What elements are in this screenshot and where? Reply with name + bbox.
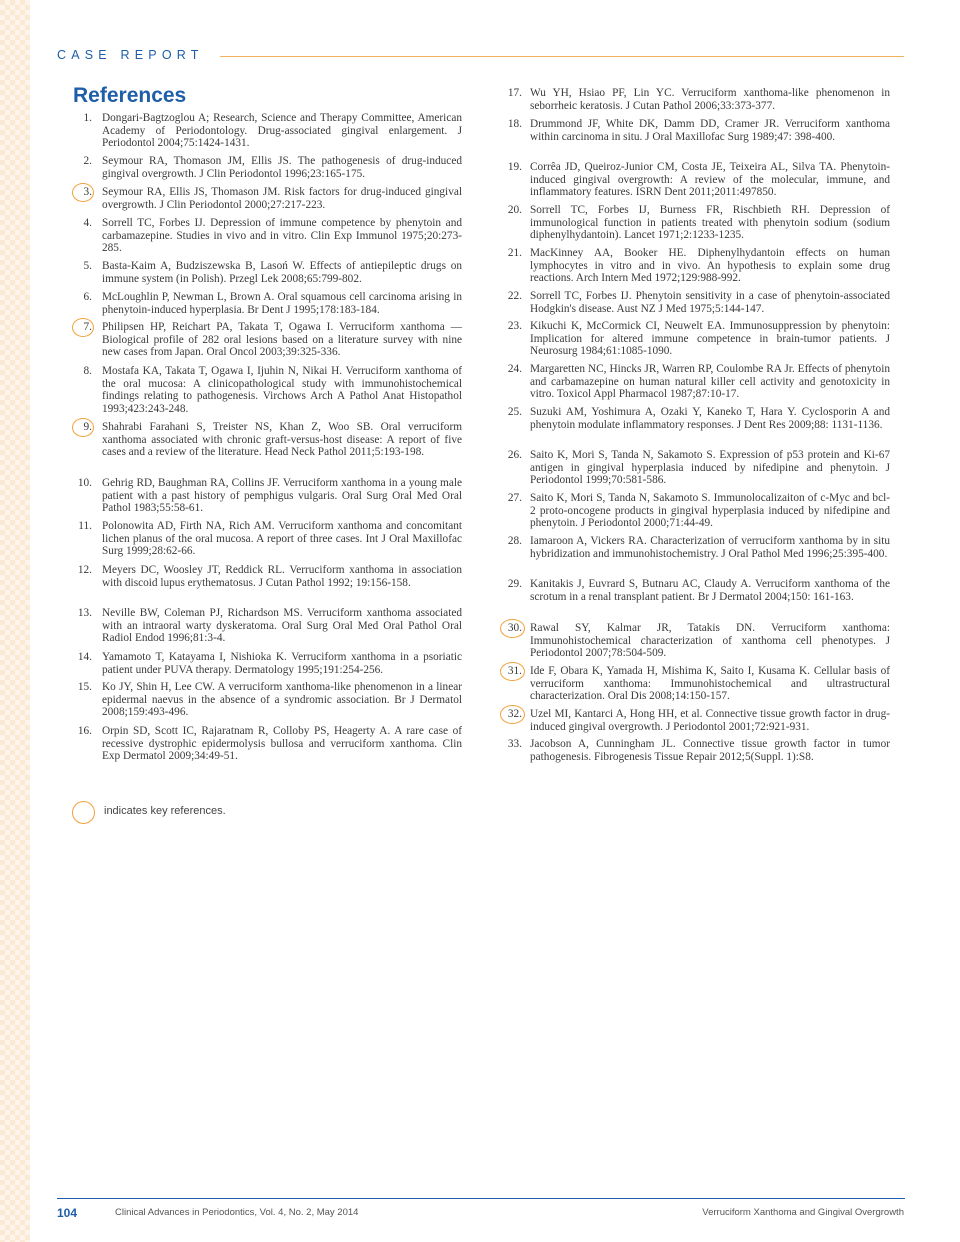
reference-item [500,87,890,112]
key-reference-circle-icon [72,418,94,437]
reference-item [500,363,890,401]
reference-text: Rawal SY, Kalmar JR, Tatakis DN. Verruciform xanthoma: Immunohistochemical characterization of xanthoma cell phenotypes. J Periodontol 2007;78:504-509. [530,622,890,660]
reference-number: 21. [507,247,522,259]
reference-number: 25. [507,406,522,418]
reference-text: Gehrig RD, Baughman RA, Collins JF. Verruciform xanthoma in a young male patient with a past history of pemphigus vulgaris. Oral Surg Oral Med Oral Pathol 1983;55:58-61. [102,477,462,515]
reference-text: Suzuki AM, Yoshimura A, Ozaki Y, Kaneko T, Hara Y. Cyclosporin A and phenytoin modulate inflammatory responses. J Dent Res 2009;88: 1131-1136. [530,406,890,431]
reference-number: 8. [83,365,92,377]
references-heading: References [73,84,187,107]
reference-item [70,421,462,459]
reference-item [500,738,890,763]
reference-item [70,186,462,211]
section-label: CASE REPORT [57,48,204,62]
key-reference-circle-icon [500,662,525,681]
reference-item [500,665,890,703]
reference-text: Saito K, Mori S, Tanda N, Sakamoto S. Expression of p53 protein and Ki-67 antigen in gingival hyperplasia induced by nifedipine and phenytoin. J Periodontol 1999;70:581-586. [530,449,890,487]
reference-item [500,320,890,358]
reference-number: 3. [83,186,92,198]
footer-divider [57,1198,905,1199]
reference-number: 18. [507,118,522,130]
reference-text: Shahrabi Farahani S, Treister NS, Khan Z, Woo SB. Oral verruciform xanthoma associated with chronic graft-versus-host disease: A report of five cases and a review of the literature. Head Neck Pathol 2011;5:193-198. [102,421,462,459]
reference-item [500,406,890,431]
reference-item [70,725,462,763]
reference-number: 14. [77,651,92,663]
reference-item [70,681,462,719]
reference-number: 20. [507,204,522,216]
reference-number: 10. [77,477,92,489]
reference-text: Seymour RA, Thomason JM, Ellis JS. The pathogenesis of drug-induced gingival overgrowth. J Clin Periodontol 1996;23:165-175. [102,155,462,180]
reference-item [500,492,890,530]
reference-number: 30. [507,622,522,634]
reference-text: Polonowita AD, Firth NA, Rich AM. Verruciform xanthoma and concomitant lichen planus of the oral mucosa. A report of three cases. Int J Oral Maxillofac Surg 1999;28:62-66. [102,520,462,558]
reference-text: Philipsen HP, Reichart PA, Takata T, Ogawa I. Verruciform xanthoma — Biological profile of 282 oral lesions based on a literature survey with nine new cases from Japan. Oral Oncol 2003;39:325-336. [102,321,462,359]
reference-number: 13. [77,607,92,619]
reference-text: Seymour RA, Ellis JS, Thomason JM. Risk factors for drug-induced gingival overgrowth. J Clin Periodontol 2000;27:217-223. [102,186,462,211]
reference-item [500,708,890,733]
reference-text: McLoughlin P, Newman L, Brown A. Oral squamous cell carcinoma arising in phenytoin-induced hyperplasia. Br Dent J 1995;178:183-184. [102,291,462,316]
reference-text: Dongari-Bagtzoglou A; Research, Science and Therapy Committee, American Academy of Periodontology. Drug-associated gingival enlargement. J Periodontol 2004;75:1424-1431. [102,112,462,150]
reference-number: 5. [83,260,92,272]
running-title: Verruciform Xanthoma and Gingival Overgrowth [702,1207,904,1218]
reference-number: 2. [83,155,92,167]
reference-number: 28. [507,535,522,547]
reference-number: 4. [83,217,92,229]
reference-number: 31. [507,665,522,677]
reference-item [70,477,462,515]
reference-number: 9. [83,421,92,433]
reference-number: 29. [507,578,522,590]
reference-item [500,247,890,285]
reference-text: Meyers DC, Woosley JT, Reddick RL. Verruciform xanthoma in association with discoid lupus erythematosus. J Cutan Pathol 1992; 19:156-158. [102,564,462,589]
reference-item [70,260,462,285]
reference-text: Ide F, Obara K, Yamada H, Mishima K, Saito I, Kusama K. Cellular basis of verruciform xanthoma: Immunohistochemical and ultrastructural characterization. Oral Dis 2008;14:150-157. [530,665,890,703]
reference-number: 33. [507,738,522,750]
reference-number: 16. [77,725,92,737]
reference-number: 6. [83,291,92,303]
reference-text: Margaretten NC, Hincks JR, Warren RP, Coulombe RA Jr. Effects of phenytoin and carbamazepine on human natural killer cell activity and genotoxicity in vitro. Toxicol Appl Pharmacol 1987;87:10-17. [530,363,890,401]
reference-text: Sorrell TC, Forbes IJ, Burness FR, Rischbieth RH. Depression of immunological function in patients treated with phenytoin sodium (sodium diphenylhydantoin). Lancet 1971;2:1233-1235. [530,204,890,242]
reference-item [70,321,462,359]
reference-text: Sorrell TC, Forbes IJ. Phenytoin sensitivity in a case of phenytoin-associated Hodgkin's disease. Aust NZ J Med 1975;5:144-147. [530,290,890,315]
reference-number: 12. [77,564,92,576]
reference-text: Sorrell TC, Forbes IJ. Depression of immune competence by phenytoin and carbamazepine. Studies in vivo and in vitro. Clin Exp Immunol 1975;20:273-285. [102,217,462,255]
reference-text: Jacobson A, Cunningham JL. Connective tissue growth factor in tumor pathogenesis. Fibrogenesis Tissue Repair 2012;5(Suppl. 1):S8. [530,738,890,763]
reference-item [500,622,890,660]
legend-text: indicates key references. [104,805,226,817]
key-reference-circle-icon [72,318,94,337]
reference-number: 23. [507,320,522,332]
reference-number: 1. [83,112,92,124]
reference-number: 24. [507,363,522,375]
reference-text: Ko JY, Shin H, Lee CW. A verruciform xanthoma-like phenomenon in a linear epidermal naevus in the absence of a syndromic association. Br J Dermatol 2008;159:493-496. [102,681,462,719]
reference-item [500,118,890,143]
reference-number: 27. [507,492,522,504]
reference-item [500,204,890,242]
reference-text: Mostafa KA, Takata T, Ogawa I, Ijuhin N, Nikai H. Verruciform xanthoma of the oral mucosa: A clinicopathological study with immunohistochemical findings relating to pathogenesis. Virchows Arch A Pathol Anat Histopathol 1993;423:243-248. [102,365,462,415]
reference-number: 7. [83,321,92,333]
reference-text: Kanitakis J, Euvrard S, Butnaru AC, Claudy A. Verruciform xanthoma of the scrotum in a renal transplant patient. Br J Dermatol 2004;150: 161-163. [530,578,890,603]
key-reference-circle-icon [72,801,95,824]
reference-item [500,535,890,560]
key-reference-circle-icon [500,619,525,638]
header-divider [220,56,904,57]
reference-text: Iamaroon A, Vickers RA. Characterization of verruciform xanthoma by in situ hybridization and immunohistochemistry. J Oral Pathol Med 1996;25:395-400. [530,535,890,560]
reference-item [70,607,462,645]
key-reference-circle-icon [72,183,94,202]
reference-item [70,217,462,255]
reference-text: Uzel MI, Kantarci A, Hong HH, et al. Connective tissue growth factor in drug-induced gingival overgrowth. J Periodontol 2001;72:921-931. [530,708,890,733]
reference-text: Yamamoto T, Katayama I, Nishioka K. Verruciform xanthoma in a psoriatic patient under PUVA therapy. Dermatology 1995;191:254-256. [102,651,462,676]
page-number: 104 [57,1206,78,1220]
reference-item [70,155,462,180]
reference-item [70,365,462,415]
decorative-side-stripe [0,0,30,1242]
reference-item [70,651,462,676]
key-reference-circle-icon [500,705,525,724]
reference-item [500,578,890,603]
reference-item [70,564,462,589]
reference-item [500,290,890,315]
reference-item [70,291,462,316]
reference-text: Saito K, Mori S, Tanda N, Sakamoto S. Immunolocalizaiton of c-Myc and bcl-2 proto-oncogene products in gingival hyperplasia induced by nifedipine and phenytoin. J Periodontol 2000;71:44-49. [530,492,890,530]
reference-text: MacKinney AA, Booker HE. Diphenylhydantoin effects on human lymphocytes in vitro and in vivo. An hypothesis to explain some drug reactions. Arch Intern Med 1972;129:988-992. [530,247,890,285]
reference-number: 19. [507,161,522,173]
reference-item [500,449,890,487]
journal-citation: Clinical Advances in Periodontics, Vol. 4, No. 2, May 2014 [115,1207,359,1218]
reference-text: Drummond JF, White DK, Damm DD, Cramer JR. Verruciform xanthoma within carcinoma in situ. J Oral Maxillofac Surg 1989;47: 398-400. [530,118,890,143]
reference-text: Corrêa JD, Queiroz-Junior CM, Costa JE, Teixeira AL, Silva TA. Phenytoin-induced gingival overgrowth: A review of the molecular, immune, and inflammatory features. ISRN Dent 2011;2011:497850. [530,161,890,199]
reference-item [500,161,890,199]
reference-number: 22. [507,290,522,302]
reference-text: Wu YH, Hsiao PF, Lin YC. Verruciform xanthoma-like phenomenon in seborrheic keratosis. J Cutan Pathol 2006;33:373-377. [530,87,890,112]
reference-text: Neville BW, Coleman PJ, Richardson MS. Verruciform xanthoma associated with an intraoral warty dyskeratoma. Oral Surg Oral Med Oral Pathol Oral Radiol Endod 1996;81:3-4. [102,607,462,645]
reference-number: 32. [507,708,522,720]
reference-text: Kikuchi K, McCormick CI, Neuwelt EA. Immunosuppression by phenytoin: Implication for altered immune competence in brain-tumor patients. J Neurosurg 1984;61:1085-1090. [530,320,890,358]
reference-number: 15. [77,681,92,693]
reference-item [70,112,462,150]
reference-text: Orpin SD, Scott IC, Rajaratnam R, Colloby PS, Heagerty A. A rare case of recessive dystrophic epidermolysis bullosa and verruciform xanthoma. Clin Exp Dermatol 2009;34:49-51. [102,725,462,763]
reference-number: 17. [507,87,522,99]
reference-number: 26. [507,449,522,461]
reference-item [70,520,462,558]
reference-number: 11. [78,520,92,532]
reference-text: Basta-Kaim A, Budziszewska B, Lasoń W. Effects of antiepileptic drugs on immune system (in Polish). Przegl Lek 2008;65:799-802. [102,260,462,285]
